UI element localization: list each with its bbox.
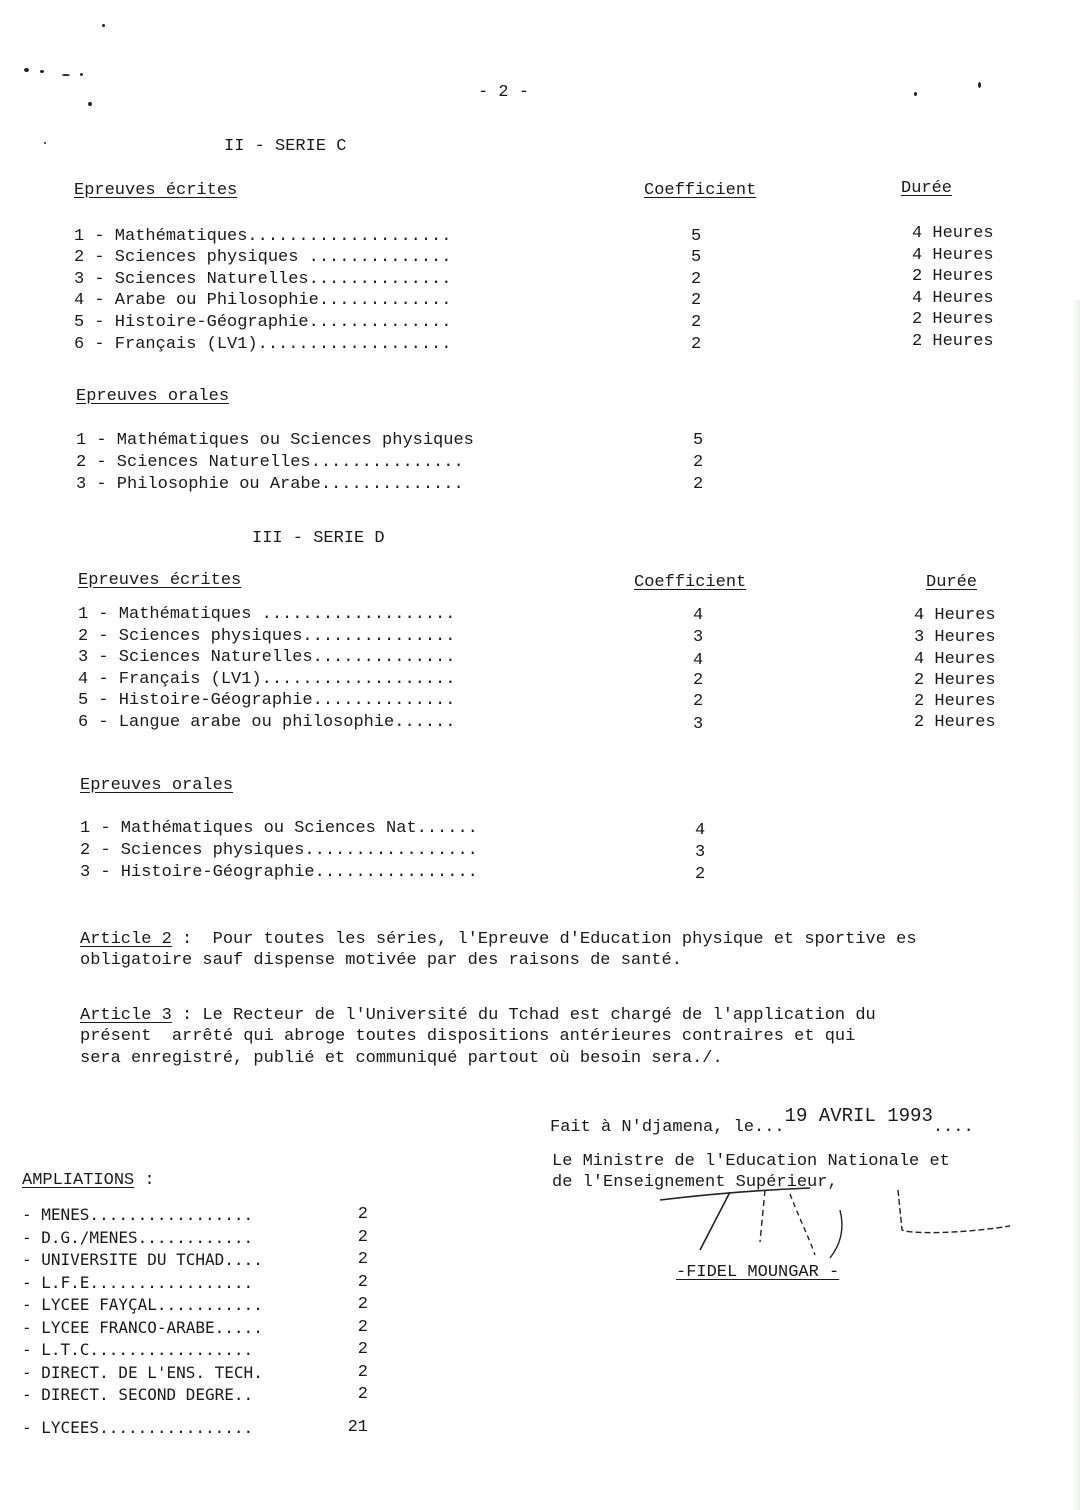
serie-c-ecrites-duree: 2 Heures (912, 332, 994, 351)
serie-d-orales-label: 3 - Histoire-Géographie................ (80, 863, 478, 882)
serie-c-orales-coef: 2 (693, 453, 704, 472)
serie-c-ecrites-coef: 5 (691, 227, 702, 246)
serie-c-ecrites-coef: 2 (691, 291, 702, 310)
serie-d-heading: III - SERIE D (252, 529, 385, 548)
scan-speck (88, 102, 92, 106)
serie-d-ecrites-coef: 3 (693, 715, 704, 734)
scan-speck (40, 70, 44, 73)
article-3-line: sera enregistré, publié et communiqué partout où besoin sera./. (80, 1049, 723, 1068)
ampliation-count: 2 (357, 1273, 368, 1292)
article-3-line: présent arrêté qui abroge toutes dispositions antérieures contraires et qui (80, 1027, 856, 1046)
scan-speck (44, 142, 46, 144)
serie-c-orales-label: 1 - Mathématiques ou Sciences physiques (76, 431, 474, 450)
serie-c-ecrites-duree: 4 Heures (912, 246, 994, 265)
article-2-line: obligatoire sauf dispense motivée par des raisons de santé. (80, 951, 682, 970)
serie-d-orales-title: Epreuves orales (80, 776, 234, 795)
ampliation-label: - MENES................. (22, 1205, 254, 1224)
serie-d-ecrites-label: 4 - Français (LV1)................... (78, 670, 456, 689)
serie-c-ecrites-duree: 2 Heures (912, 310, 994, 329)
serie-d-ecrites-label: 3 - Sciences Naturelles.............. (78, 648, 456, 667)
scan-speck (24, 68, 29, 72)
article-2: Article 2 : Pour toutes les séries, l'Epreuve d'Education physique et sportive es (80, 930, 917, 949)
serie-d-ecrites-coef: 3 (693, 628, 704, 647)
serie-c-orales-coef: 2 (693, 475, 704, 494)
scan-edge-shadow (1072, 300, 1080, 1510)
scan-speck (978, 82, 981, 88)
ampliation-count: 2 (357, 1250, 368, 1269)
serie-c-ecrites-duree: 2 Heures (912, 267, 994, 286)
article-2-label: Article 2 (80, 930, 172, 949)
page-number: - 2 - (478, 83, 530, 102)
scan-speck (80, 73, 83, 76)
ampliation-label: - LYCEES................ (22, 1418, 254, 1437)
ampliation-count: 2 (357, 1318, 368, 1337)
article-3: Article 3 : Le Recteur de l'Université du Tchad est chargé de l'application du (80, 1006, 876, 1025)
serie-c-coef-header: Coefficient (644, 181, 757, 200)
serie-d-orales-label: 1 - Mathématiques ou Sciences Nat...... (80, 819, 478, 838)
serie-d-ecrites-duree: 4 Heures (914, 606, 996, 625)
serie-d-ecrites-duree: 4 Heures (914, 650, 996, 669)
serie-c-orales-title: Epreuves orales (76, 387, 230, 406)
ampliation-count: 2 (357, 1228, 368, 1247)
ampliation-label: - DIRECT. DE L'ENS. TECH. (22, 1363, 263, 1382)
serie-d-orales-coef: 4 (695, 821, 706, 840)
article-3-label: Article 3 (80, 1006, 172, 1025)
serie-d-ecrites-duree: 2 Heures (914, 713, 996, 732)
serie-d-ecrites-label: 1 - Mathématiques ................... (78, 605, 456, 624)
scan-speck (102, 24, 105, 27)
serie-c-ecrites-label: 3 - Sciences Naturelles.............. (74, 270, 452, 289)
serie-d-ecrites-coef: 4 (693, 651, 704, 670)
scan-speck (914, 92, 917, 96)
serie-c-ecrites-coef: 2 (691, 313, 702, 332)
serie-d-ecrites-label: 5 - Histoire-Géographie.............. (78, 691, 456, 710)
serie-d-coef-header: Coefficient (634, 573, 747, 592)
ampliation-count: 21 (347, 1418, 368, 1437)
ampliation-count: 2 (357, 1205, 368, 1224)
serie-c-ecrites-duree: 4 Heures (912, 289, 994, 308)
serie-c-ecrites-label: 6 - Français (LV1)................... (74, 335, 452, 354)
ampliation-label: - D.G./MENES............ (22, 1228, 254, 1247)
ampliation-count: 2 (357, 1340, 368, 1359)
ampliation-count: 2 (357, 1363, 368, 1382)
serie-c-ecrites-label: 5 - Histoire-Géographie.............. (74, 313, 452, 332)
ampliation-label: - LYCEE FRANCO-ARABE..... (22, 1318, 263, 1337)
ampliation-count: 2 (357, 1385, 368, 1404)
serie-d-orales-label: 2 - Sciences physiques................. (80, 841, 478, 860)
scan-speck (62, 74, 70, 76)
handwritten-date: 19 AVRIL 1993 (784, 1105, 933, 1127)
serie-d-orales-coef: 2 (695, 865, 706, 884)
minister-title-line: de l'Enseignement Supérieur, (552, 1173, 838, 1192)
ampliation-label: - UNIVERSITE DU TCHAD.... (22, 1250, 263, 1269)
ampliation-count: 2 (357, 1295, 368, 1314)
serie-d-ecrites-title: Epreuves écrites (78, 571, 242, 590)
serie-d-ecrites-duree: 2 Heures (914, 692, 996, 711)
serie-c-ecrites-coef: 5 (691, 248, 702, 267)
ampliation-label: - LYCEE FAYÇAL........... (22, 1295, 263, 1314)
serie-c-ecrites-coef: 2 (691, 270, 702, 289)
ampliation-label: - L.F.E................. (22, 1273, 254, 1292)
serie-c-ecrites-label: 2 - Sciences physiques .............. (74, 248, 452, 267)
minister-name: -FIDEL MOUNGAR - (676, 1263, 840, 1282)
ampliation-label: - DIRECT. SECOND DEGRE.. (22, 1385, 254, 1404)
serie-d-ecrites-coef: 4 (693, 606, 704, 625)
serie-c-ecrites-title: Epreuves écrites (74, 181, 238, 200)
serie-d-duree-header: Durée (926, 573, 978, 592)
ampliations-heading: AMPLIATIONS : (22, 1171, 155, 1190)
serie-d-ecrites-coef: 2 (693, 692, 704, 711)
minister-title-line: Le Ministre de l'Education Nationale et (552, 1152, 950, 1171)
serie-c-orales-label: 3 - Philosophie ou Arabe.............. (76, 475, 464, 494)
serie-c-ecrites-coef: 2 (691, 335, 702, 354)
serie-d-ecrites-duree: 2 Heures (914, 671, 996, 690)
serie-d-orales-coef: 3 (695, 843, 706, 862)
fait-a-line: Fait à N'djamena, le...19 AVRIL 1993.... (550, 1105, 974, 1137)
ampliation-label: - L.T.C................. (22, 1340, 254, 1359)
serie-c-duree-header: Durée (901, 179, 953, 198)
serie-c-ecrites-label: 4 - Arabe ou Philosophie............. (74, 291, 452, 310)
serie-c-ecrites-label: 1 - Mathématiques.................... (74, 227, 452, 246)
serie-c-ecrites-duree: 4 Heures (912, 224, 994, 243)
serie-d-ecrites-duree: 3 Heures (914, 628, 996, 647)
serie-d-ecrites-label: 6 - Langue arabe ou philosophie...... (78, 713, 456, 732)
serie-c-orales-coef: 5 (693, 431, 704, 450)
serie-c-heading: II - SERIE C (224, 137, 347, 156)
handwritten-signature (640, 1170, 1030, 1270)
serie-c-orales-label: 2 - Sciences Naturelles............... (76, 453, 464, 472)
serie-d-ecrites-coef: 2 (693, 671, 704, 690)
serie-d-ecrites-label: 2 - Sciences physiques............... (78, 627, 456, 646)
